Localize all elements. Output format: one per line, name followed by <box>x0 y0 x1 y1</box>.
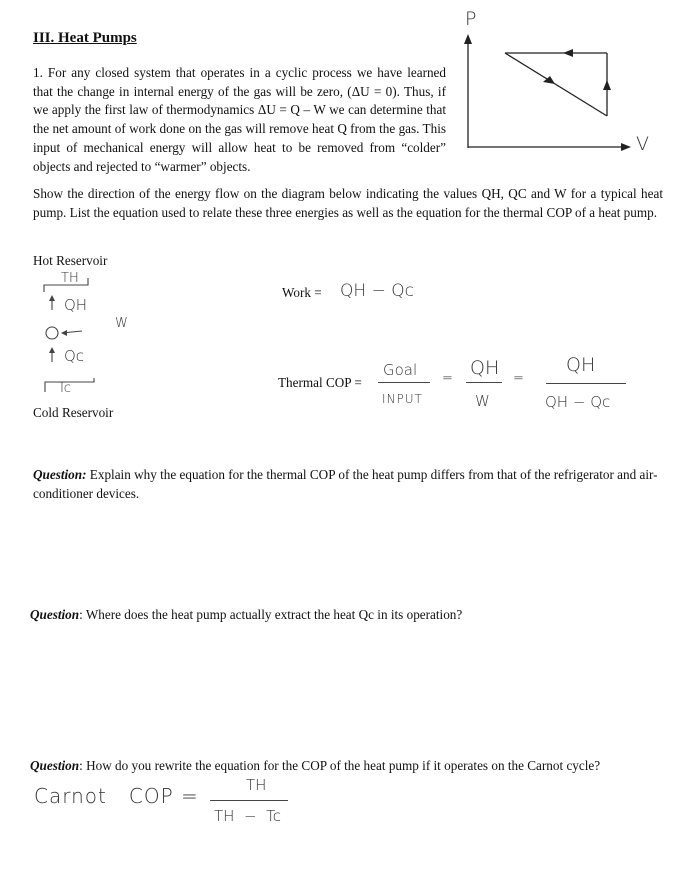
work-answer: QH − Qc <box>340 281 414 301</box>
instructions-paragraph: Show the direction of the energy flow on the diagram below indicating the values QH, QC and W for a typical heat pump. List the equation used to relate these three energies as well as the equation for the thermal COP of a heat pump. <box>33 186 663 220</box>
carnot-label: Carnot COP = <box>34 784 199 808</box>
w-label: W <box>115 316 128 331</box>
cop-goal-fraction-bar <box>378 382 430 383</box>
hot-reservoir-label: Hot Reservoir <box>33 253 108 268</box>
question-2-label: Question <box>30 607 80 622</box>
cold-reservoir-label: Cold Reservoir <box>33 405 114 420</box>
pv-v-arrow-icon <box>621 143 631 151</box>
question-2-text: : Where does the heat pump actually extract the heat Qc in its operation? <box>79 607 463 622</box>
engine-circle <box>46 327 58 339</box>
w-arrow-icon <box>61 330 67 336</box>
question-2 <box>30 606 660 625</box>
section-title: III. Heat Pumps <box>33 30 137 46</box>
pv-v-label: V <box>636 133 649 155</box>
qh-label: QH <box>64 296 88 314</box>
question-3-text: : How do you rewrite the equation for the COP of the heat pump if it operates on the Carnot cycle? <box>79 758 601 773</box>
pv-right-arrow-icon <box>603 80 611 90</box>
question-3-label: Question <box>30 758 80 773</box>
carnot-numerator: TH <box>246 776 267 794</box>
cop-final-fraction-bar <box>546 383 626 384</box>
pv-diagonal-path <box>505 53 607 116</box>
cop-goal: Goal <box>383 361 418 379</box>
th-label: TH <box>61 271 79 286</box>
energy-flow-sketch <box>40 270 130 400</box>
qc-label: Qc <box>64 347 85 365</box>
carnot-fraction-bar <box>210 800 288 801</box>
pv-diagram <box>455 30 645 155</box>
tc-label: Tc <box>58 381 71 396</box>
question-1-text: Explain why the equation for the thermal COP of the heat pump differs from that of the refrigerator and air-conditioner devices. <box>33 467 658 501</box>
cop-qh: QH <box>470 357 500 379</box>
question-1-label: Question: <box>33 467 87 482</box>
cop-w: W <box>475 392 490 410</box>
pv-p-label: P <box>465 8 477 30</box>
pv-p-arrow-icon <box>464 34 472 44</box>
work-label: Work = <box>282 285 322 300</box>
question-3 <box>30 757 670 776</box>
carnot-denominator: TH − Tc <box>214 807 281 825</box>
question-1 <box>33 466 663 503</box>
cop-equals-1: = <box>442 371 453 386</box>
qh-arrow-icon <box>49 295 55 301</box>
cop-input: INPUT <box>382 392 423 406</box>
cop-label: Thermal COP = <box>278 375 362 390</box>
cop-denominator: QH − Qc <box>545 393 611 411</box>
pv-top-arrow-icon <box>563 49 573 57</box>
cop-equals-2: = <box>513 371 524 386</box>
cop-qh-fraction-bar <box>466 382 502 383</box>
intro-paragraph: 1. For any closed system that operates in a cyclic process we have learned that the change in internal energy of the gas will be zero, (ΔU = 0). Thus, if we apply the first law of thermodynamics ΔU = Q – W we can determine that the net amount of work done on the gas will remove heat Q from the gas. This input of mechanical energy will allow heat to be removed from “colder” objects and rejected to “warmer” objects. <box>33 65 446 174</box>
cop-qh-2: QH <box>566 354 596 376</box>
qc-arrow-icon <box>49 347 55 353</box>
